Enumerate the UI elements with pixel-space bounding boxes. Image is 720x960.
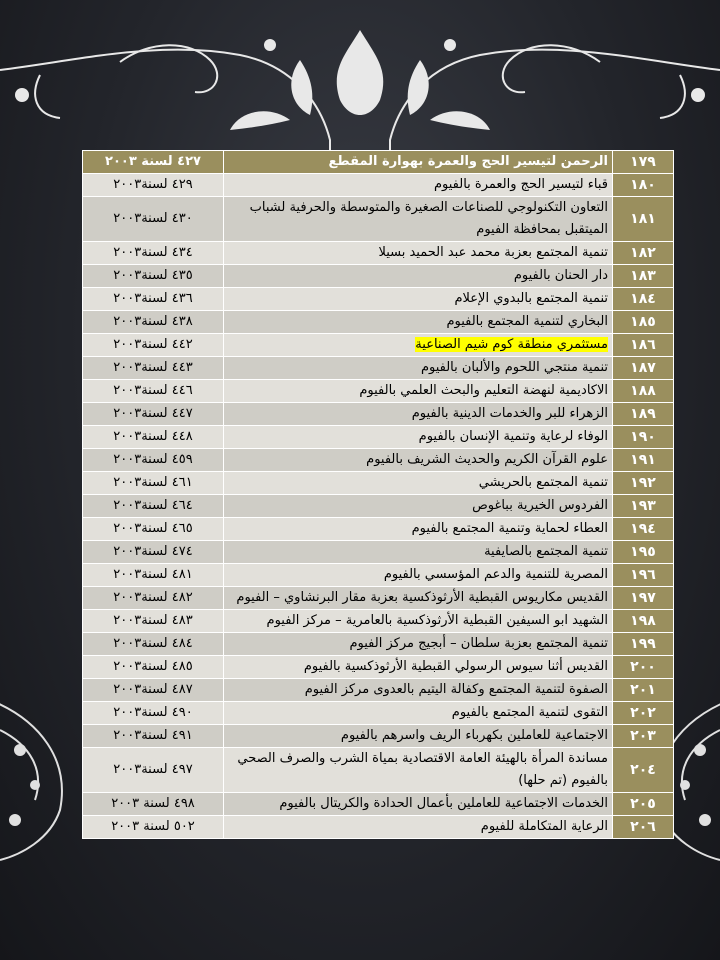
registration-number: ٤٦٥ لسنة٢٠٠٣ — [83, 518, 224, 541]
association-name: البخاري لتنمية المجتمع بالفيوم — [224, 311, 613, 334]
row-number: ٢٠٥ — [613, 793, 674, 816]
table-row — [83, 679, 674, 702]
registration-number: ٤٤٦ لسنة٢٠٠٣ — [83, 380, 224, 403]
table-row — [83, 288, 674, 311]
registration-number: ٤٨٢ لسنة٢٠٠٣ — [83, 587, 224, 610]
row-number: ٢٠٠ — [613, 656, 674, 679]
decorative-ornament-left — [0, 690, 90, 870]
table-row — [83, 174, 674, 197]
association-name: الوفاء لرعاية وتنمية الإنسان بالفيوم — [224, 426, 613, 449]
row-number: ١٩٦ — [613, 564, 674, 587]
table-row — [83, 748, 674, 793]
association-name: دار الحنان بالفيوم — [224, 265, 613, 288]
table-row — [83, 449, 674, 472]
table-row — [83, 265, 674, 288]
table-row — [83, 472, 674, 495]
row-number: ٢٠٦ — [613, 816, 674, 839]
association-name: القديس مكاريوس القبطية الأرثوذكسية بعزبة مقار البرنشاوي – الفيوم — [224, 587, 613, 610]
row-number: ١٨٥ — [613, 311, 674, 334]
associations-table — [82, 150, 674, 839]
registration-number: ٤٣٥ لسنة٢٠٠٣ — [83, 265, 224, 288]
association-name: المصرية للتنمية والدعم المؤسسي بالفيوم — [224, 564, 613, 587]
table-row — [83, 334, 674, 357]
row-number: ١٧٩ — [613, 151, 674, 174]
registration-number: ٤٩٠ لسنة٢٠٠٣ — [83, 702, 224, 725]
registration-number: ٤٤٧ لسنة٢٠٠٣ — [83, 403, 224, 426]
row-number: ١٩٣ — [613, 495, 674, 518]
association-name: قباء لتيسير الحج والعمرة بالفيوم — [224, 174, 613, 197]
row-number: ١٨٨ — [613, 380, 674, 403]
associations-table-body — [83, 151, 674, 839]
association-name: الشهيد ابو السيفين القبطية الأرثوذكسية بالعامرية – مركز الفيوم — [224, 610, 613, 633]
registration-number: ٤٤٣ لسنة٢٠٠٣ — [83, 357, 224, 380]
row-number: ١٩١ — [613, 449, 674, 472]
table-row — [83, 495, 674, 518]
table-row — [83, 518, 674, 541]
row-number: ٢٠٣ — [613, 725, 674, 748]
row-number: ١٩٤ — [613, 518, 674, 541]
registration-number: ٤٢٩ لسنة٢٠٠٣ — [83, 174, 224, 197]
associations-table-container — [82, 150, 656, 839]
registration-number: ٤٣٤ لسنة٢٠٠٣ — [83, 242, 224, 265]
association-name: الرحمن لتيسير الحج والعمرة بهوارة المقطع — [224, 151, 613, 174]
row-number: ٢٠١ — [613, 679, 674, 702]
row-number: ١٩٢ — [613, 472, 674, 495]
registration-number: ٤٥٩ لسنة٢٠٠٣ — [83, 449, 224, 472]
association-name-highlighted — [224, 334, 613, 357]
registration-number: ٤٢٧ لسنة ٢٠٠٣ — [83, 151, 224, 174]
table-row — [83, 242, 674, 265]
highlight-mark: مستثمري منطقة كوم شيم الصناعية — [415, 337, 608, 352]
table-row — [83, 403, 674, 426]
association-name: الفردوس الخيرية بباغوص — [224, 495, 613, 518]
registration-number: ٤٤٨ لسنة٢٠٠٣ — [83, 426, 224, 449]
registration-number: ٤٦١ لسنة٢٠٠٣ — [83, 472, 224, 495]
row-number: ١٨٢ — [613, 242, 674, 265]
decorative-ornament-top — [0, 0, 720, 170]
registration-number: ٤٨٣ لسنة٢٠٠٣ — [83, 610, 224, 633]
row-number: ١٨٤ — [613, 288, 674, 311]
row-number: ١٩٥ — [613, 541, 674, 564]
association-name: التعاون التكنولوجي للصناعات الصغيرة والمتوسطة والحرفية لشباب الميتقبل بمحافظة الفيوم — [224, 197, 613, 242]
registration-number: ٤٨٤ لسنة٢٠٠٣ — [83, 633, 224, 656]
row-number: ١٨٠ — [613, 174, 674, 197]
association-name: تنمية المجتمع بالحريشي — [224, 472, 613, 495]
row-number: ١٨٣ — [613, 265, 674, 288]
table-row — [83, 725, 674, 748]
association-name: الاجتماعية للعاملين بكهرباء الريف واسرهم بالفيوم — [224, 725, 613, 748]
table-row — [83, 656, 674, 679]
registration-number: ٤٤٢ لسنة٢٠٠٣ — [83, 334, 224, 357]
table-row — [83, 357, 674, 380]
association-name: القديس أثنا سيوس الرسولي القبطية الأرثوذكسية بالفيوم — [224, 656, 613, 679]
association-name: تنمية المجتمع بالبدوي الإعلام — [224, 288, 613, 311]
row-number: ١٩٩ — [613, 633, 674, 656]
association-name: تنمية المجتمع بالصايفية — [224, 541, 613, 564]
registration-number: ٤٦٤ لسنة٢٠٠٣ — [83, 495, 224, 518]
table-row — [83, 541, 674, 564]
row-number: ١٨٧ — [613, 357, 674, 380]
table-row — [83, 311, 674, 334]
registration-number: ٤٩٧ لسنة٢٠٠٣ — [83, 748, 224, 793]
row-number: ٢٠٤ — [613, 748, 674, 793]
table-row — [83, 633, 674, 656]
row-number: ١٨٦ — [613, 334, 674, 357]
association-name: الصفوة لتنمية المجتمع وكفالة اليتيم بالعدوى مركز الفيوم — [224, 679, 613, 702]
registration-number: ٥٠٢ لسنة ٢٠٠٣ — [83, 816, 224, 839]
table-row — [83, 702, 674, 725]
row-number: ٢٠٢ — [613, 702, 674, 725]
association-name: مساندة المرأة بالهيئة العامة الاقتصادية بمياة الشرب والصرف الصحي بالفيوم (تم حلها) — [224, 748, 613, 793]
row-number: ١٩٠ — [613, 426, 674, 449]
table-row — [83, 197, 674, 242]
row-number: ١٩٨ — [613, 610, 674, 633]
table-row — [83, 793, 674, 816]
registration-number: ٤٨٥ لسنة٢٠٠٣ — [83, 656, 224, 679]
table-row — [83, 426, 674, 449]
row-number: ١٩٧ — [613, 587, 674, 610]
registration-number: ٤٧٤ لسنة٢٠٠٣ — [83, 541, 224, 564]
association-name: الاكاديمية لنهضة التعليم والبحث العلمي بالفيوم — [224, 380, 613, 403]
association-name: الرعاية المتكاملة للفيوم — [224, 816, 613, 839]
association-name: التقوى لتنمية المجتمع بالفيوم — [224, 702, 613, 725]
table-row — [83, 610, 674, 633]
registration-number: ٤٩٨ لسنة ٢٠٠٣ — [83, 793, 224, 816]
association-name: تنمية منتجي اللحوم والألبان بالفيوم — [224, 357, 613, 380]
association-name: تنمية المجتمع بعزبة سلطان – أبجيج مركز الفيوم — [224, 633, 613, 656]
registration-number: ٤٨١ لسنة٢٠٠٣ — [83, 564, 224, 587]
registration-number: ٤٣٨ لسنة٢٠٠٣ — [83, 311, 224, 334]
table-row — [83, 380, 674, 403]
row-number: ١٨٩ — [613, 403, 674, 426]
row-number: ١٨١ — [613, 197, 674, 242]
table-row — [83, 816, 674, 839]
registration-number: ٤٨٧ لسنة٢٠٠٣ — [83, 679, 224, 702]
association-name: العطاء لحماية وتنمية المجتمع بالفيوم — [224, 518, 613, 541]
table-row — [83, 151, 674, 174]
association-name: الزهراء للبر والخدمات الدينية بالفيوم — [224, 403, 613, 426]
association-name: تنمية المجتمع بعزبة محمد عبد الحميد بسيلا — [224, 242, 613, 265]
association-name: علوم القرآن الكريم والحديث الشريف بالفيوم — [224, 449, 613, 472]
association-name: الخدمات الاجتماعية للعاملين بأعمال الحدادة والكريتال بالفيوم — [224, 793, 613, 816]
table-row — [83, 587, 674, 610]
table-row — [83, 564, 674, 587]
registration-number: ٤٣٦ لسنة٢٠٠٣ — [83, 288, 224, 311]
registration-number: ٤٩١ لسنة٢٠٠٣ — [83, 725, 224, 748]
registration-number: ٤٣٠ لسنة٢٠٠٣ — [83, 197, 224, 242]
